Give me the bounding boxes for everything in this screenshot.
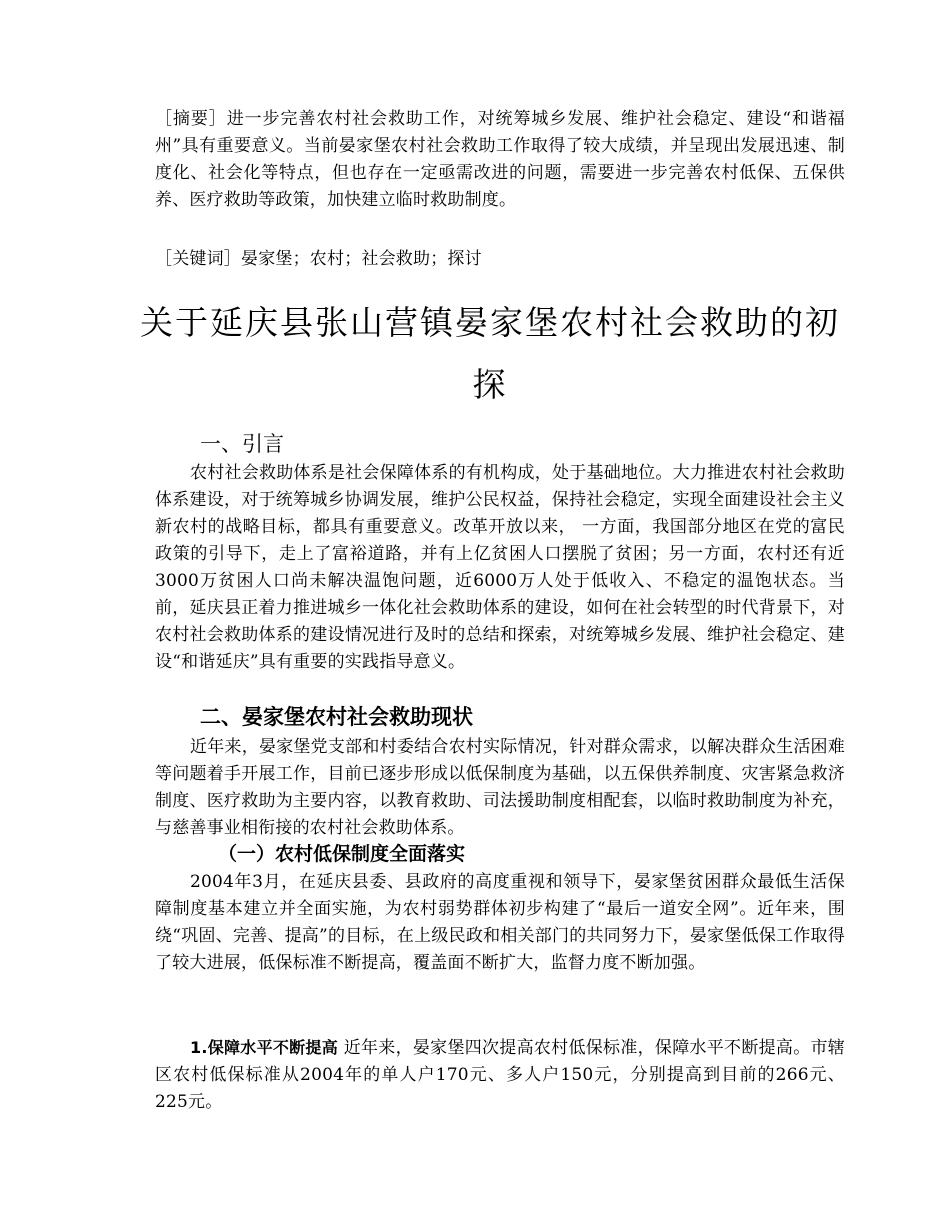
guarantee-level-paragraph	[155, 1034, 845, 1116]
guarantee-level-text: 近年来，晏家堡四次提高农村低保标准，保障水平不断提高。市辖区农村低保标准从2004年的单人户170元、多人户150元，分别提高到目前的266元、225元。	[155, 1038, 845, 1112]
section-heading-introduction: 一、引言	[200, 432, 284, 456]
current-status-paragraph: 近年来，晏家堡党支部和村委结合农村实际情况，针对群众需求，以解决群众生活困难等问题着手开展工作，目前已逐步形成以低保制度为基础，以五保供养制度、灾害紧急救济制度、医疗救助为主要内容，以教育救助、司法援助制度相配套，以临时救助制度为补充，与慈善事业相衔接的农村社会救助体系。	[155, 737, 845, 838]
abstract-paragraph: ［摘要］进一步完善农村社会救助工作，对统筹城乡发展、维护社会稳定、建设“和谐福州”具有重要意义。当前晏家堡农村社会救助工作取得了较大成绩，并呈现出发展迅速、制度化、社会化等特点，但也存在一定亟需改进的问题，需要进一步完善农村低保、五保供养、医疗救助等政策，加快建立临时救助制度。	[155, 109, 845, 210]
introduction-paragraph: 农村社会救助体系是社会保障体系的有机构成，处于基础地位。大力推进农村社会救助体系建设，对于统筹城乡协调发展，维护公民权益，保持社会稳定，实现全面建设社会主义新农村的战略目标，都具有重要意义。改革开放以来， 一方面，我国部分地区在党的富民政策的引导下，走上了富裕道路，并有上亿贫困人口摆脱了贫困；另一方面，农村还有近3000万贫困人口尚未解决温饱问题，近6000万人处于低收入、不稳定的温饱状态。当前，延庆县正着力推进城乡一体化社会救助体系的建设，如何在社会转型的时代背景下，对农村社会救助体系的建设情况进行及时的总结和探索，对统筹城乡发展、维护社会稳定、建设“和谐延庆”具有重要的实践指导意义。	[155, 463, 845, 672]
low-income-guarantee-paragraph: 2004年3月，在延庆县委、县政府的高度重视和领导下，晏家堡贫困群众最低生活保障制度基本建立并全面实施，为农村弱势群体初步构建了“最后一道安全网”。近年来，围绕“巩固、完善、提高”的目标，在上级民政和相关部门的共同努力下，晏家堡低保工作取得了较大进展，低保标准不断提高，覆盖面不断扩大，监督力度不断加强。	[155, 872, 845, 973]
subsection-heading-low-income-guarantee: （一）农村低保制度全面落实	[218, 843, 466, 865]
document-title: 关于延庆县张山营镇晏家堡农村社会救助的初探	[140, 303, 840, 404]
keywords-line: ［关键词］晏家堡；农村；社会救助；探讨	[155, 249, 482, 269]
guarantee-level-lead: 1.保障水平不断提高	[190, 1038, 339, 1057]
section-heading-current-status: 二、晏家堡农村社会救助现状	[200, 705, 473, 729]
